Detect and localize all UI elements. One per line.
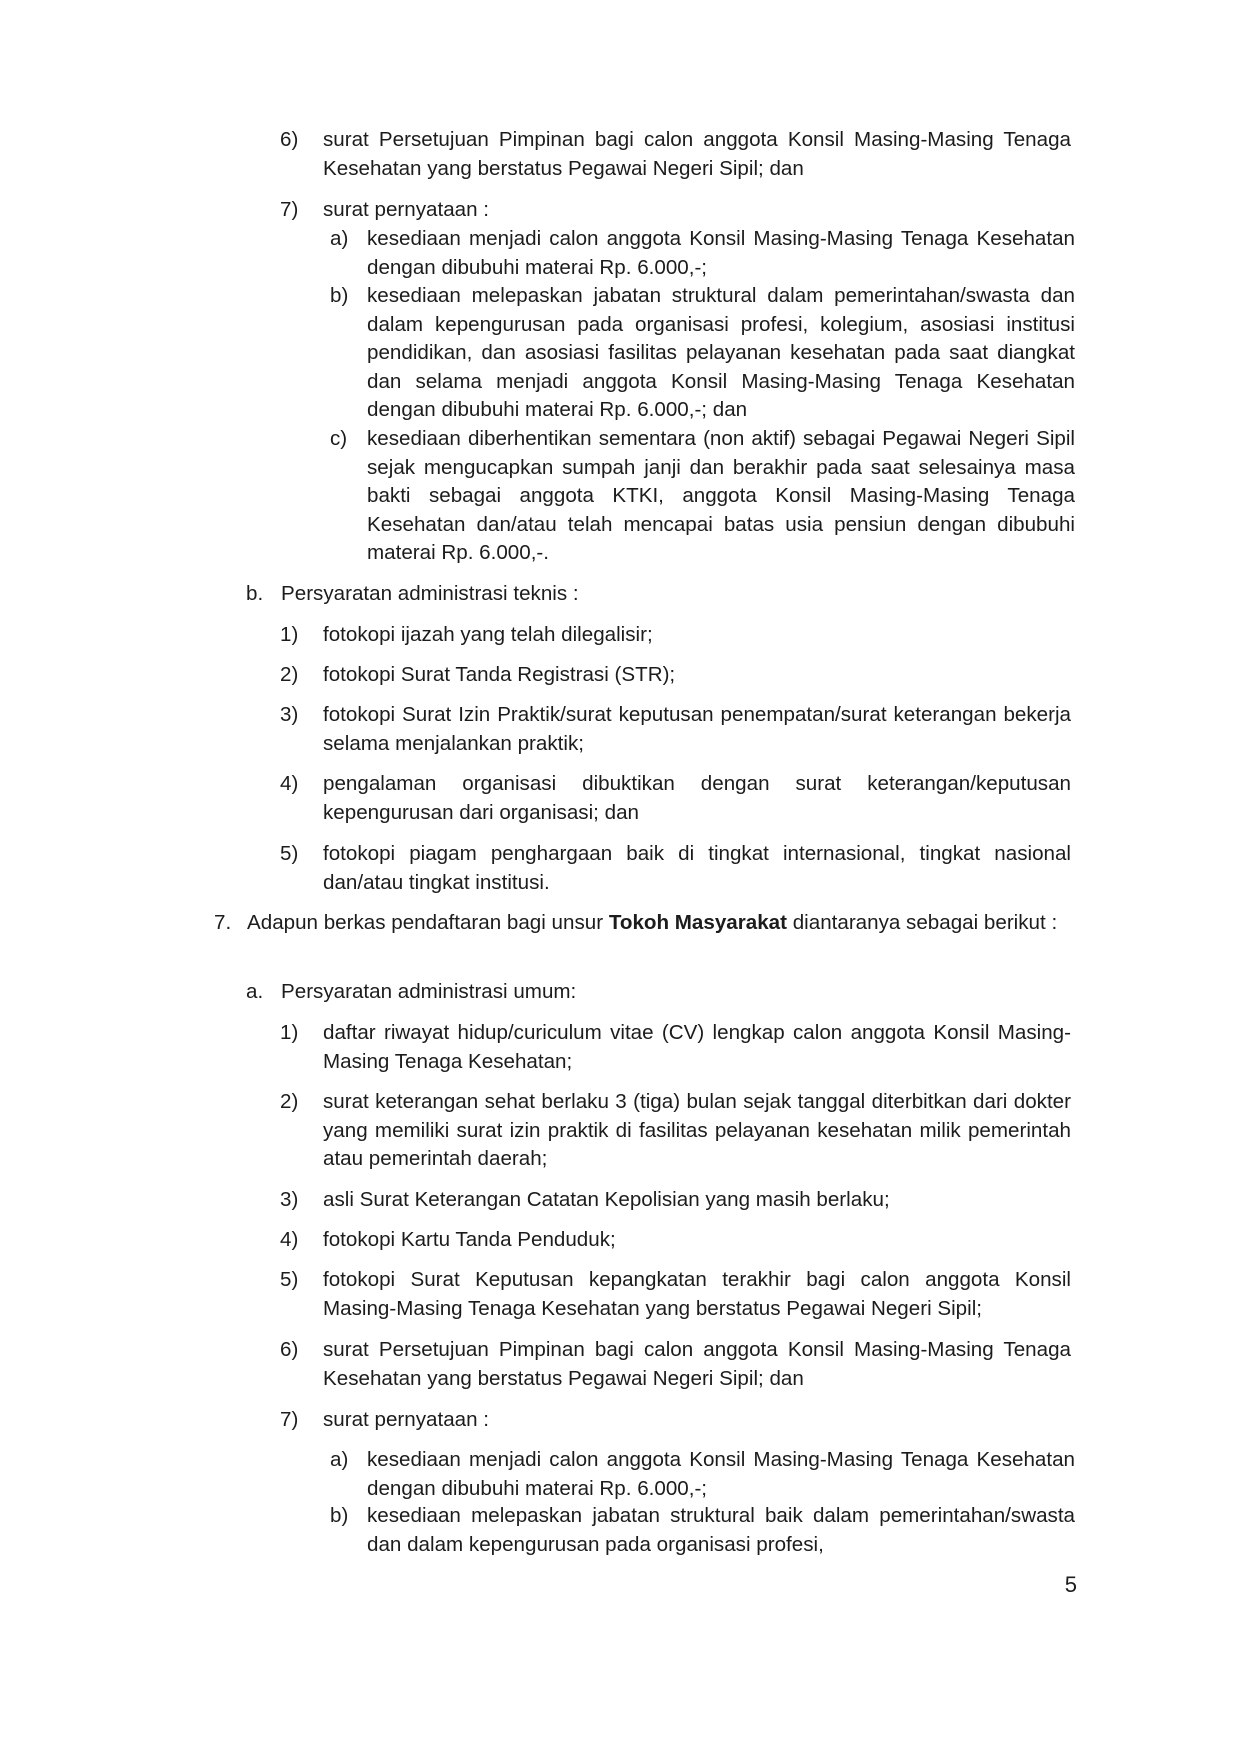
- paragraph-number: 7.: [214, 911, 232, 934]
- list-letter: a): [330, 1448, 349, 1471]
- paragraph-text-after: diantaranya sebagai berikut :: [786, 911, 1058, 934]
- list-item-text: kesediaan melepaskan jabatan struktural baik dalam pemerintahan/swasta dan dalam kepengurusan pada organisasi profesi,: [367, 1504, 1075, 1556]
- list-number: 3): [280, 1188, 299, 1211]
- list-letter: b): [330, 284, 349, 307]
- list-item-text: daftar riwayat hidup/curiculum vitae (CV) lengkap calon anggota Konsil Masing-Masing Tenaga Kesehatan;: [323, 1021, 1071, 1073]
- list-number: 4): [280, 772, 299, 795]
- list-item-text: fotokopi piagam penghargaan baik di tingkat internasional, tingkat nasional dan/atau tingkat institusi.: [323, 842, 1071, 894]
- list-item-text: kesediaan menjadi calon anggota Konsil Masing-Masing Tenaga Kesehatan dengan dibubuhi materai Rp. 6.000,-;: [367, 1448, 1075, 1500]
- section-letter: b.: [246, 582, 264, 605]
- list-item-text: fotokopi Surat Tanda Registrasi (STR);: [323, 663, 676, 686]
- list-number: 7): [280, 198, 299, 221]
- list-number: 2): [280, 1090, 299, 1113]
- list-item-text: fotokopi Kartu Tanda Penduduk;: [323, 1228, 616, 1251]
- list-number: 7): [280, 1408, 299, 1431]
- list-item-text: fotokopi Surat Keputusan kepangkatan terakhir bagi calon anggota Konsil Masing-Masing Tenaga Kesehatan yang berstatus Pegawai Negeri Sipil;: [323, 1268, 1071, 1320]
- list-number: 2): [280, 663, 299, 686]
- list-number: 3): [280, 703, 299, 726]
- page-number: 5: [1064, 1572, 1077, 1597]
- section-heading-text: Persyaratan administrasi umum:: [281, 980, 577, 1003]
- list-number: 1): [280, 1021, 299, 1044]
- list-item-text: kesediaan melepaskan jabatan struktural dalam pemerintahan/swasta dan dalam kepengurusan pada organisasi profesi, kolegium, asosiasi institusi pendidikan, dan asosiasi fasilitas pelayanan kesehatan pada saat diangkat dan selama menjadi anggota Konsil Masing-Masing Tenaga Kesehatan dengan dibubuhi materai Rp. 6.000,-; dan: [367, 284, 1075, 421]
- list-item-text: surat pernyataan :: [323, 198, 489, 221]
- list-item-text: surat Persetujuan Pimpinan bagi calon anggota Konsil Masing-Masing Tenaga Kesehatan yang berstatus Pegawai Negeri Sipil; dan: [323, 128, 1071, 180]
- tokoh-masyarakat-bold: Tokoh Masyarakat: [608, 911, 787, 934]
- list-letter: a): [330, 227, 349, 250]
- list-number: 4): [280, 1228, 299, 1251]
- list-letter: c): [330, 427, 348, 450]
- section-letter: a.: [246, 980, 264, 1003]
- list-item-text: asli Surat Keterangan Catatan Kepolisian yang masih berlaku;: [323, 1188, 890, 1211]
- list-letter: b): [330, 1504, 349, 1527]
- list-item-text: kesediaan diberhentikan sementara (non aktif) sebagai Pegawai Negeri Sipil sejak mengucapkan sumpah janji dan berakhir pada saat selesainya masa bakti sebagai anggota KTKI, anggota Konsil Masing-Masing Tenaga Kesehatan dan/atau telah mencapai batas usia pensiun dengan dibubuhi materai Rp. 6.000,-.: [367, 427, 1075, 564]
- list-number: 5): [280, 842, 299, 865]
- list-number: 5): [280, 1268, 299, 1291]
- list-item-text: fotokopi ijazah yang telah dilegalisir;: [323, 623, 653, 646]
- list-item-text: surat pernyataan :: [323, 1408, 489, 1431]
- list-item-text: pengalaman organisasi dibuktikan dengan surat keterangan/keputusan kepengurusan dari organisasi; dan: [323, 772, 1071, 824]
- list-item-text: fotokopi Surat Izin Praktik/surat keputusan penempatan/surat keterangan bekerja selama menjalankan praktik;: [323, 703, 1071, 755]
- list-number: 6): [280, 1338, 299, 1361]
- list-item-text: surat keterangan sehat berlaku 3 (tiga) bulan sejak tanggal diterbitkan dari dokter yang memiliki surat izin praktik di fasilitas pelayanan kesehatan milik pemerintah atau pemerintah daerah;: [323, 1090, 1071, 1170]
- list-item-text: kesediaan menjadi calon anggota Konsil Masing-Masing Tenaga Kesehatan dengan dibubuhi materai Rp. 6.000,-;: [367, 227, 1075, 279]
- paragraph-text-before: Adapun berkas pendaftaran bagi unsur: [247, 911, 609, 934]
- list-number: 6): [280, 128, 299, 151]
- list-number: 1): [280, 623, 299, 646]
- paragraph-text: [247, 909, 1076, 938]
- section-heading-text: Persyaratan administrasi teknis :: [281, 582, 579, 605]
- list-item-text: surat Persetujuan Pimpinan bagi calon anggota Konsil Masing-Masing Tenaga Kesehatan yang berstatus Pegawai Negeri Sipil; dan: [323, 1338, 1071, 1390]
